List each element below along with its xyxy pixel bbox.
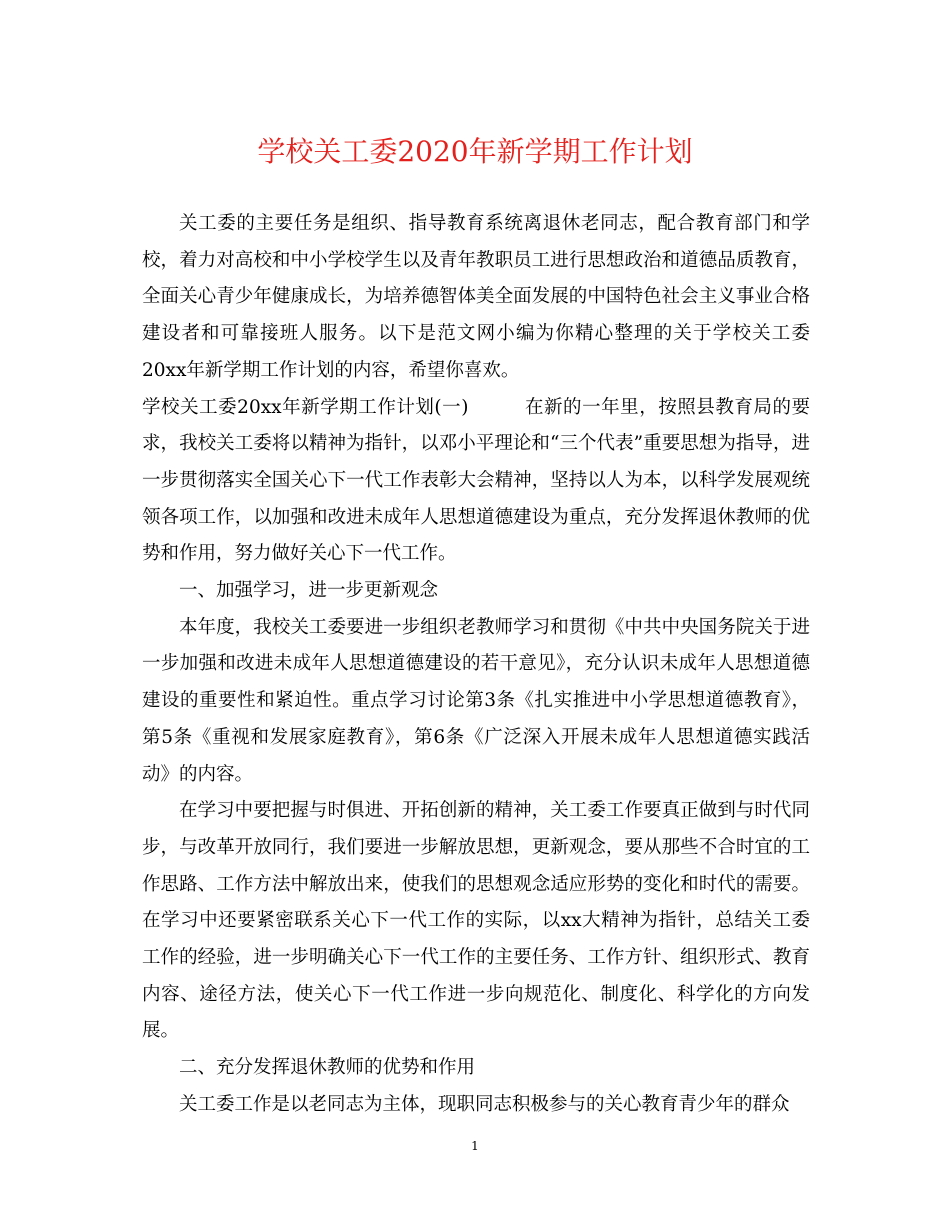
section-heading-1: 一、加强学习，进一步更新观念 (179, 580, 439, 602)
paragraph-work: 关工委工作是以老同志为主体，现职同志积极参与的关心教育青少年的群众 (179, 1093, 790, 1115)
paragraph-plan-one (142, 390, 810, 574)
document-title: 学校关工委2020年新学期工作计划 (257, 135, 693, 168)
document-body (142, 206, 810, 1124)
paragraph-innovation: 在学习中要把握与时俱进、开拓创新的精神，关工委工作要真正做到与时代同步，与改革开放同行，我们要进一步解放思想，更新观念，要从那些不合时宜的工作思路、工作方法中解放出来，使我们的思想观念适应形势的变化和时代的需要。在学习中还要紧密联系关心下一代工作的实际，以xx大精神为指针，总结关工委工作的经验，进一步明确关心下一代工作的主要任务、工作方针、组织形式、教育内容、途径方法，使关心下一代工作进一步向规范化、制度化、科学化的方向发展。 (142, 800, 810, 1042)
plan-one-text: 在新的一年里，按照县教育局的要求，我校关工委将以精神为指针，以邓小平理论和“三个代表”重要思想为指导，进一步贯彻落实全国关心下一代工作表彰大会精神，坚持以人为本，以科学发展观统领各项工作，以加强和改进未成年人思想道德建设为重点，充分发挥退休教师的优势和作用，努力做好关心下一代工作。 (142, 396, 810, 565)
paragraph-intro: 关工委的主要任务是组织、指导教育系统离退休老同志，配合教育部门和学校，着力对高校和中小学校学生以及青年教职员工进行思想政治和道德品质教育，全面关心青少年健康成长，为培养德智体美全面发展的中国特色社会主义事业合格建设者和可靠接班人服务。以下是范文网小编为你精心整理的关于学校关工委20xx年新学期工作计划的内容，希望你喜欢。 (142, 213, 810, 381)
page-number: 1 (471, 1139, 479, 1153)
section-heading-2: 二、充分发挥退休教师的优势和作用 (179, 1057, 476, 1079)
plan-one-heading: 学校关工委20xx年新学期工作计划(一) (142, 396, 469, 418)
paragraph-study: 本年度，我校关工委要进一步组织老教师学习和贯彻《中共中央国务院关于进一步加强和改进未成年人思想道德建设的若干意见》，充分认识未成年人思想道德建设的重要性和紧迫性。重点学习讨论第3条《扎实推进中小学思想道德教育》，第5条《重视和发展家庭教育》，第6条《广泛深入开展未成年人思想道德实践活动》的内容。 (142, 616, 810, 785)
